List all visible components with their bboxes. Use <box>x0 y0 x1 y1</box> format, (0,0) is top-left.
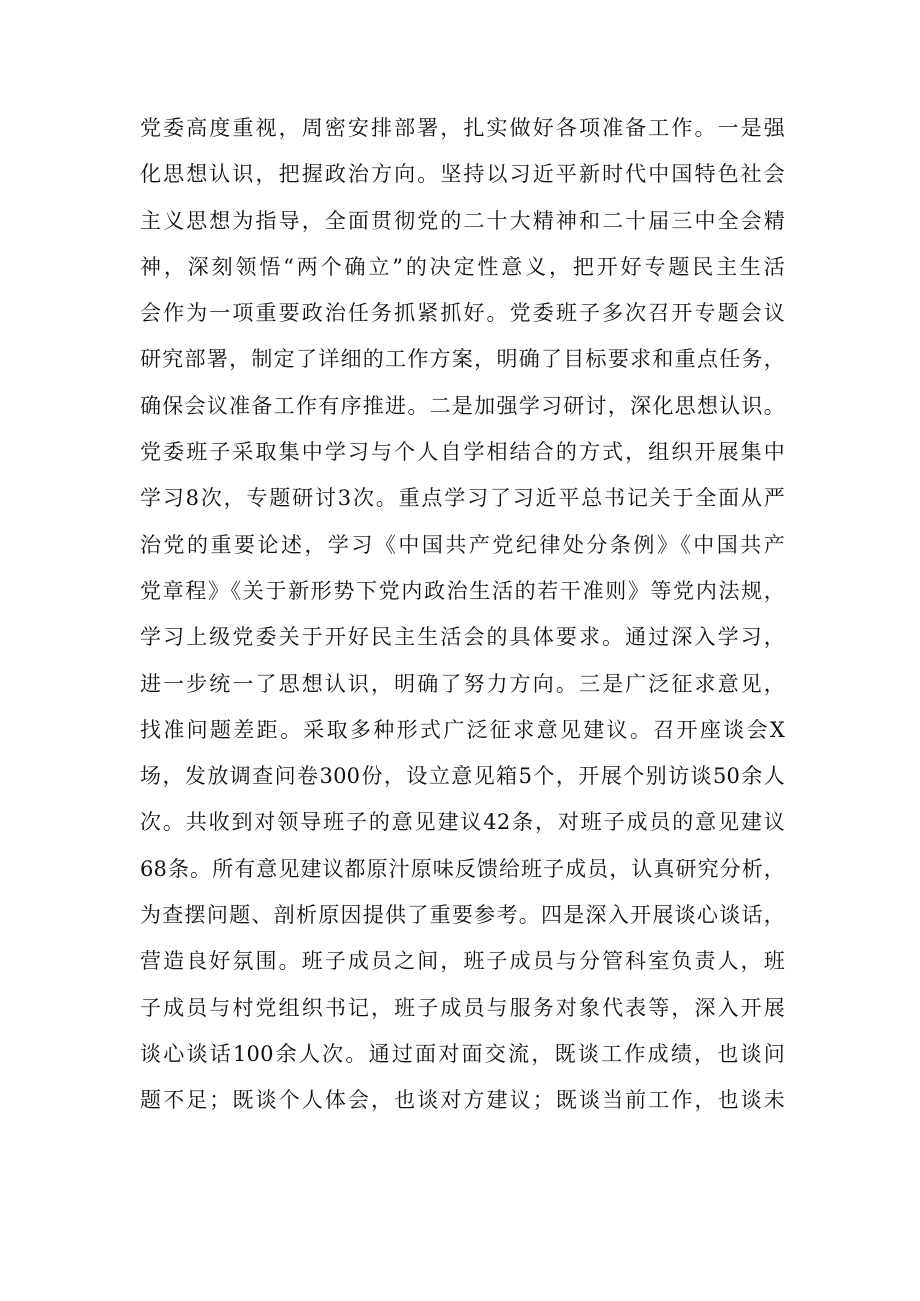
text-line: 主义思想为指导，全面贯彻党的二十大精神和二十届三中全会精 <box>140 208 785 233</box>
text-line: 党章程》《关于新形势下党内政治生活的若干准则》等党内法规， <box>140 578 785 603</box>
text-line: 找准问题差距。采取多种形式广泛征求意见建议。召开座谈会X <box>140 717 785 742</box>
body-paragraph <box>140 100 785 1119</box>
text-line: 神，深刻领悟“两个确立”的决定性意义，把开好专题民主生活 <box>140 254 785 279</box>
text-line: 党委高度重视，周密安排部署，扎实做好各项准备工作。一是强 <box>140 116 785 140</box>
text-line: 研究部署，制定了详细的工作方案，明确了目标要求和重点任务， <box>140 347 785 372</box>
text-line: 进一步统一了思想认识，明确了努力方向。三是广泛征求意见， <box>140 671 785 696</box>
text-line: 学习上级党委关于开好民主生活会的具体要求。通过深入学习， <box>140 625 785 650</box>
text-line: 68条。所有意见建议都原汁原味反馈给班子成员，认真研究分析， <box>140 856 785 881</box>
text-line: 为查摆问题、剖析原因提供了重要参考。四是深入开展谈心谈话， <box>140 903 785 928</box>
text-line: 学习8次，专题研讨3次。重点学习了习近平总书记关于全面从严 <box>140 486 785 511</box>
text-line: 化思想认识，把握政治方向。坚持以习近平新时代中国特色社会 <box>140 162 785 187</box>
text-line: 会作为一项重要政治任务抓紧抓好。党委班子多次召开专题会议 <box>140 301 785 326</box>
text-line: 谈心谈话100余人次。通过面对面交流，既谈工作成绩，也谈问 <box>140 1041 785 1066</box>
text-line: 确保会议准备工作有序推进。二是加强学习研讨，深化思想认识。 <box>140 393 785 418</box>
text-line: 子成员与村党组织书记，班子成员与服务对象代表等，深入开展 <box>140 995 785 1020</box>
text-line: 次。共收到对领导班子的意见建议42条，对班子成员的意见建议 <box>140 810 785 835</box>
text-line: 场，发放调查问卷300份，设立意见箱5个，开展个别访谈50余人 <box>140 764 785 789</box>
text-line: 营造良好氛围。班子成员之间，班子成员与分管科室负责人，班 <box>140 949 785 974</box>
text-line: 党委班子采取集中学习与个人自学相结合的方式，组织开展集中 <box>140 440 785 465</box>
text-line: 治党的重要论述，学习《中国共产党纪律处分条例》《中国共产 <box>140 532 785 557</box>
text-line: 题不足；既谈个人体会，也谈对方建议；既谈当前工作，也谈未 <box>140 1088 785 1113</box>
